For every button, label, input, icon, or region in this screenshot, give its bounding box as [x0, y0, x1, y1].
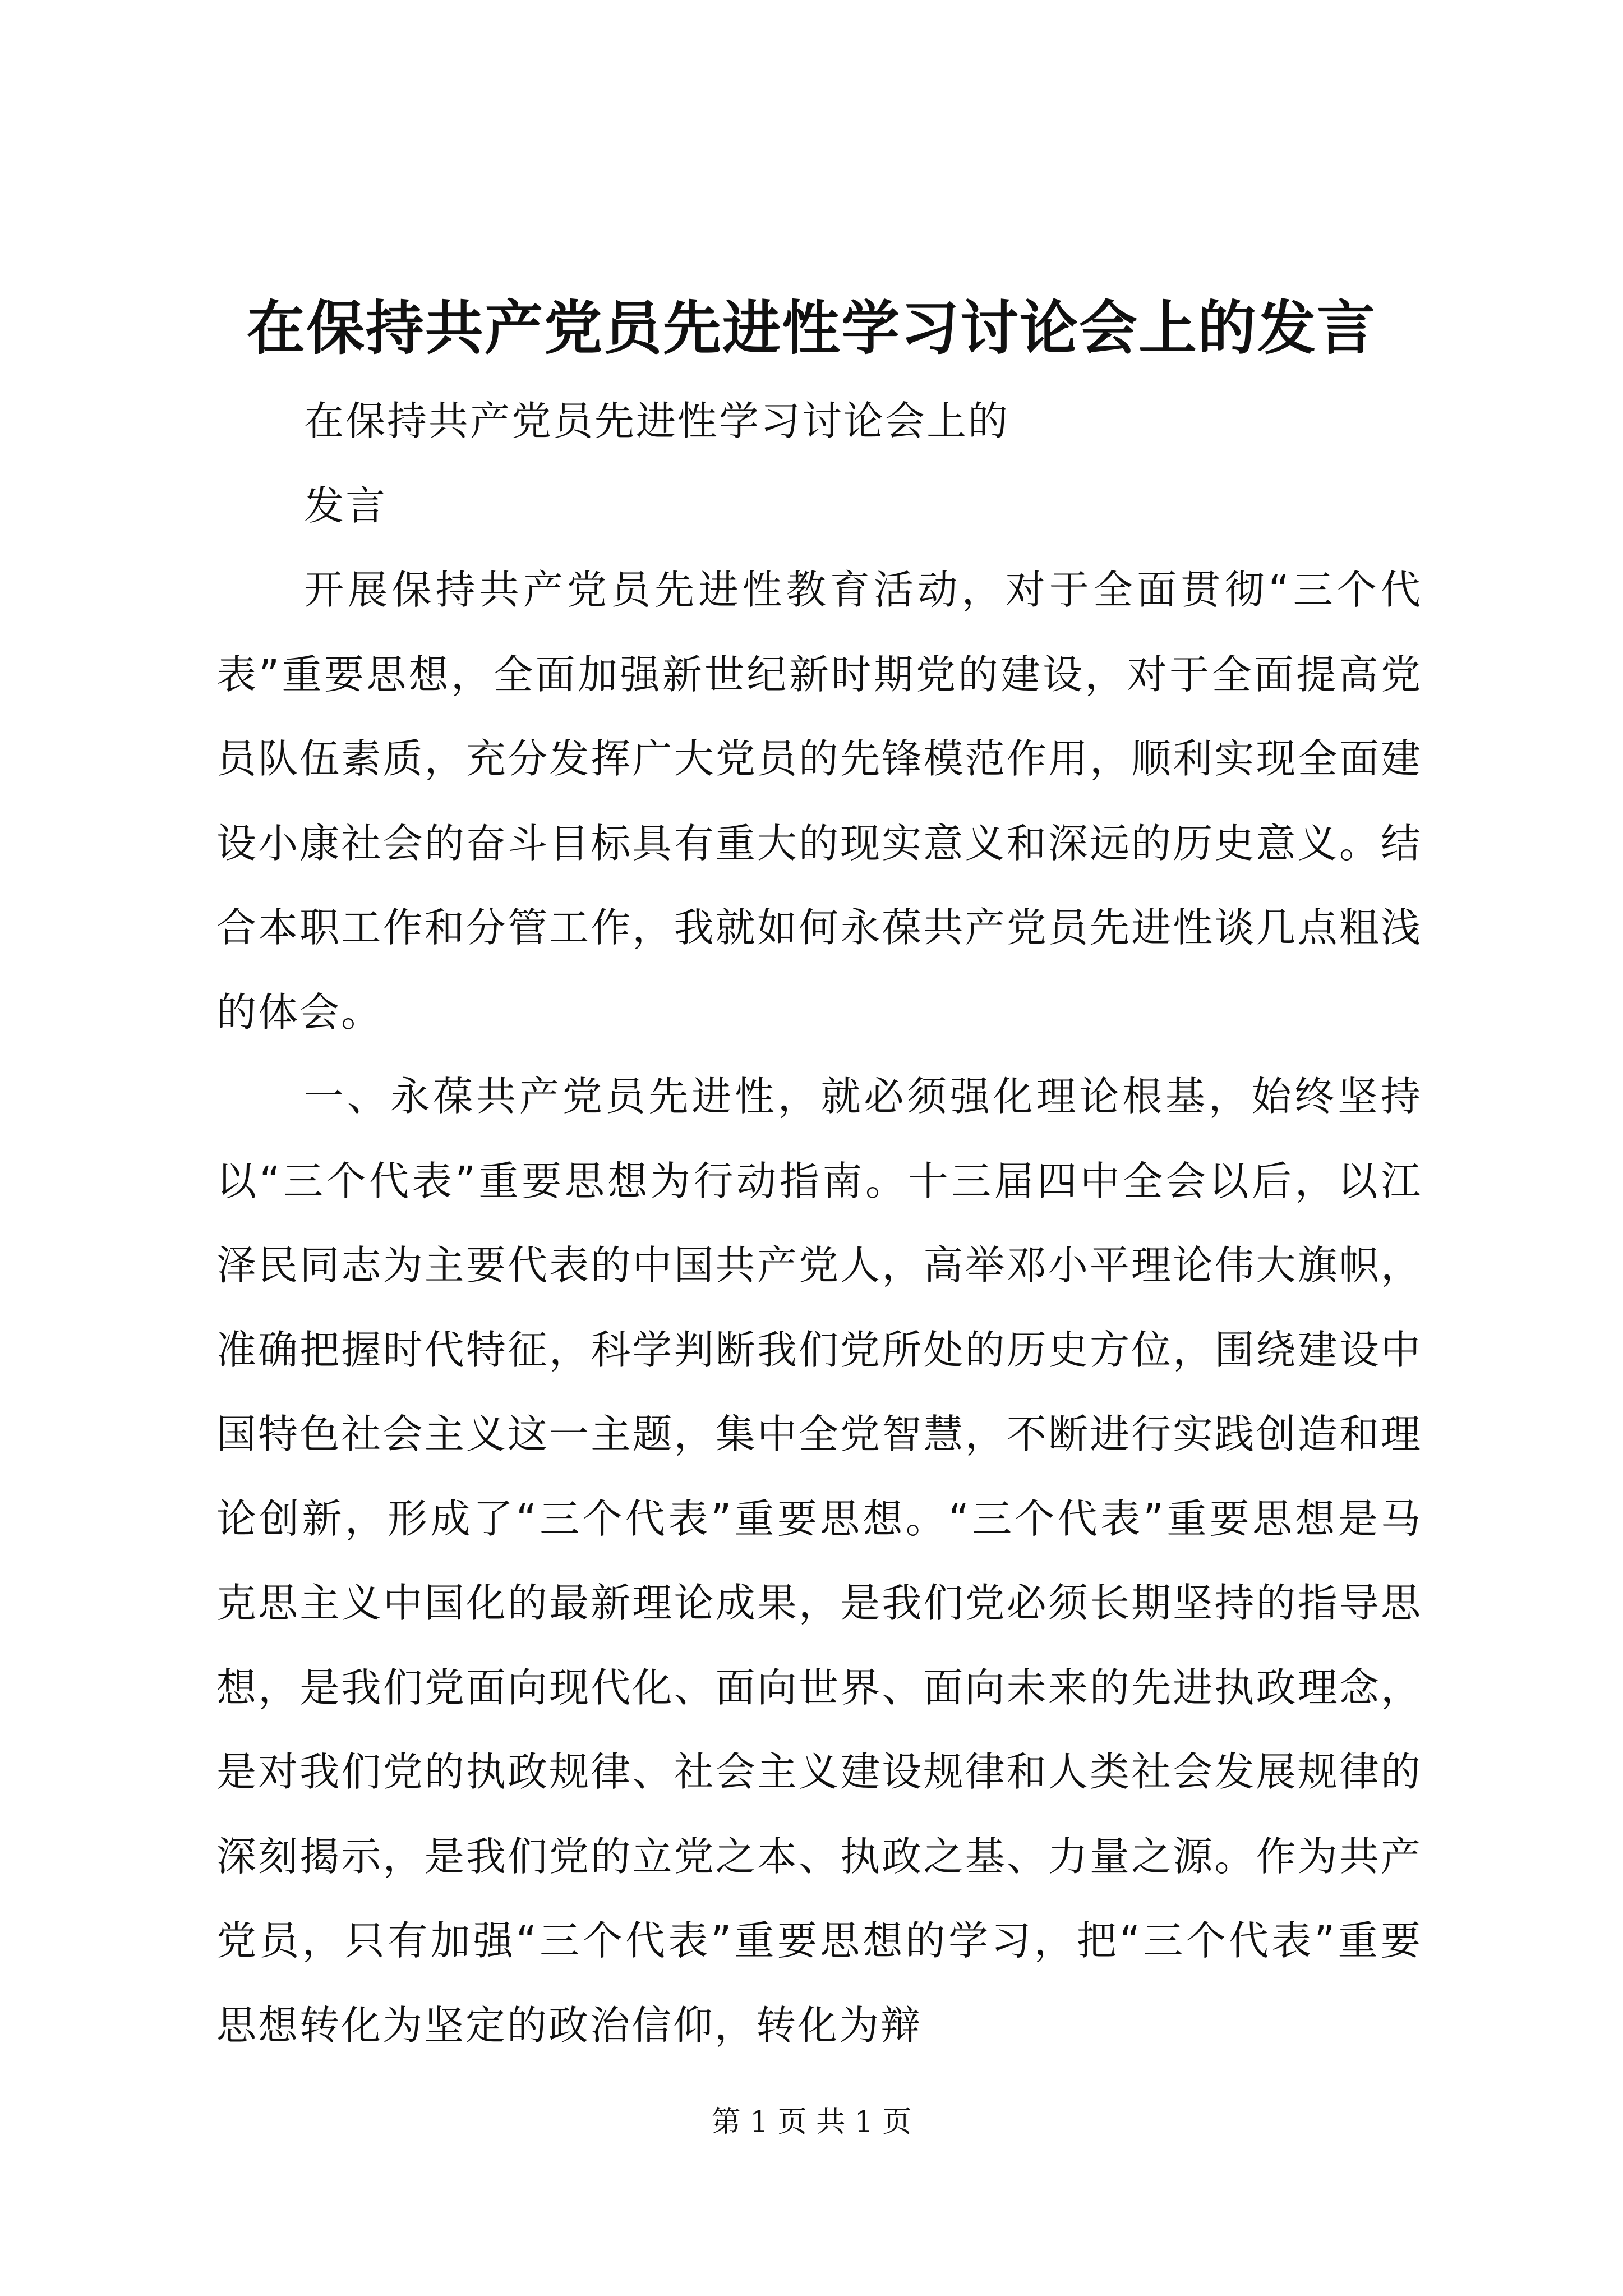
paragraph-subtitle-line-2: 发言 — [304, 482, 388, 529]
document-body — [216, 379, 1422, 2068]
paragraph-introduction: 开展保持共产党员先进性教育活动，对于全面贯彻“三个代表”重要思想，全面加强新世纪新时期党的建设，对于全面提高党员队伍素质，充分发挥广大党员的先锋模范作用，顺利实现全面建设小康社会的奋斗目标具有重大的现实意义和深远的历史意义。结合本职工作和分管工作，我就如何永葆共产党员先进性谈几点粗浅的体会。 — [216, 567, 1422, 1036]
paragraph-section-one: 一、永葆共产党员先进性，就必须强化理论根基，始终坚持以“三个代表”重要思想为行动指南。十三届四中全会以后，以江泽民同志为主要代表的中国共产党人，高举邓小平理论伟大旗帜，准确把握时代特征，科学判断我们党所处的历史方位，围绕建设中国特色社会主义这一主题，集中全党智慧，不断进行实践创造和理论创新，形成了“三个代表”重要思想。“三个代表”重要思想是马克思主义中国化的最新理论成果，是我们党必须长期坚持的指导思想，是我们党面向现代化、面向世界、面向未来的先进执政理念，是对我们党的执政规律、社会主义建设规律和人类社会发展规律的深刻揭示，是我们党的立党之本、执政之基、力量之源。作为共产党员，只有加强“三个代表”重要思想的学习，把“三个代表”重要思想转化为坚定的政治信仰，转化为辩 — [216, 1073, 1422, 2049]
page-number-footer: 第 1 页 共 1 页 — [711, 2105, 912, 2139]
paragraph-subtitle-line-1: 在保持共产党员先进性学习讨论会上的 — [304, 398, 1010, 444]
document-title: 在保持共产党员先进性学习讨论会上的发言 — [246, 293, 1376, 362]
